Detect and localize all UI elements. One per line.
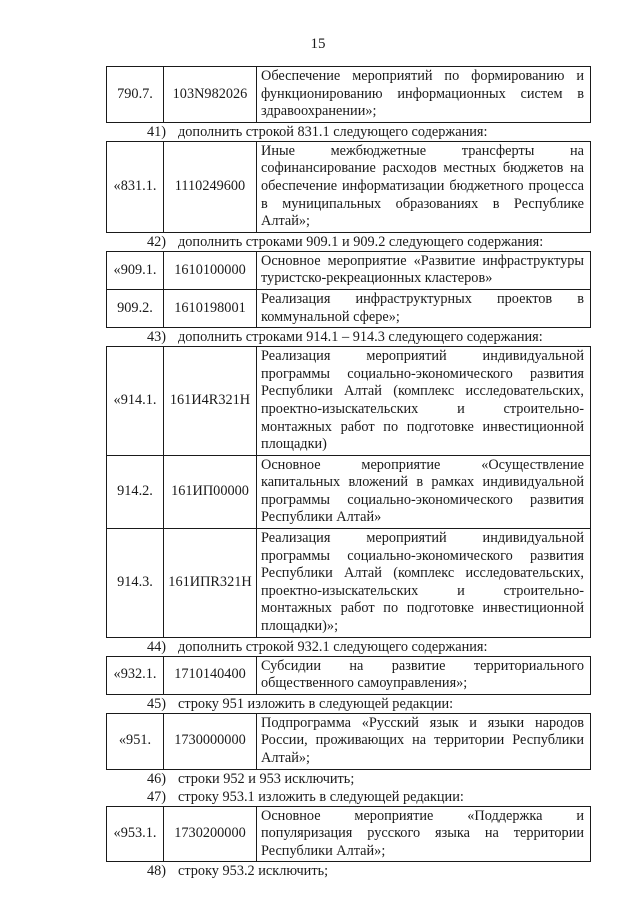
instruction-text: дополнить строкой 932.1 следующего содержания: xyxy=(178,638,488,655)
table-row xyxy=(107,141,591,232)
row-number: «831.1. xyxy=(107,141,164,232)
instruction-number: 42) xyxy=(146,233,166,250)
amendment-instruction xyxy=(106,233,591,251)
row-number: 914.2. xyxy=(107,455,164,528)
row-description: Реализация мероприятий индивидуальной программы социально-экономического развития Республики Алтай (комплекс исследовательских, проектно-изыскательских и строительно-монтажных работ по подготовке инвестиционной площадки)»; xyxy=(257,529,591,638)
row-description: Основное мероприятие «Развитие инфраструктуры туристско-рекреационных кластеров» xyxy=(257,251,591,289)
row-number: 790.7. xyxy=(107,67,164,123)
budget-code: 1610100000 xyxy=(164,251,257,289)
table-row xyxy=(107,347,591,456)
instruction-number: 41) xyxy=(146,123,166,140)
amendment-instruction xyxy=(106,328,591,346)
row-number: 909.2. xyxy=(107,289,164,327)
instruction-text: дополнить строками 909.1 и 909.2 следующего содержания: xyxy=(178,233,544,250)
row-description: Основное мероприятие «Поддержка и популяризация русского языка на территории Республики Алтай»; xyxy=(257,806,591,862)
row-description: Подпрограмма «Русский язык и языки народов России, проживающих на территории Республики Алтай»; xyxy=(257,713,591,769)
instruction-number: 47) xyxy=(146,788,166,805)
row-number: 914.3. xyxy=(107,529,164,638)
budget-codes-table-953 xyxy=(106,806,591,863)
amendment-instruction xyxy=(106,123,591,141)
row-number: «909.1. xyxy=(107,251,164,289)
budget-code: 161И4R321Н xyxy=(164,347,257,456)
table-row xyxy=(107,67,591,123)
row-number: «953.1. xyxy=(107,806,164,862)
instruction-number: 44) xyxy=(146,638,166,655)
table-row xyxy=(107,251,591,289)
budget-codes-table-951 xyxy=(106,713,591,770)
budget-code: 1610198001 xyxy=(164,289,257,327)
instruction-text: строку 953.2 исключить; xyxy=(178,863,329,880)
row-description: Обеспечение мероприятий по формированию и функционированию информационных систем в здравоохранении»; xyxy=(257,67,591,123)
instruction-text: строки 952 и 953 исключить; xyxy=(178,770,355,787)
table-row xyxy=(107,289,591,327)
budget-code: 103N982026 xyxy=(164,67,257,123)
budget-codes-table-831 xyxy=(106,141,591,233)
table-row xyxy=(107,806,591,862)
page-number: 15 xyxy=(310,36,326,52)
row-number: «932.1. xyxy=(107,656,164,694)
table-row xyxy=(107,455,591,528)
budget-code: 161ИПR321Н xyxy=(164,529,257,638)
instruction-text: строку 951 изложить в следующей редакции: xyxy=(178,695,454,712)
table-row xyxy=(107,713,591,769)
instruction-text: дополнить строкой 831.1 следующего содержания: xyxy=(178,123,488,140)
row-description: Субсидии на развитие территориального общественного самоуправления»; xyxy=(257,656,591,694)
amendment-instruction xyxy=(106,862,591,880)
row-description: Основное мероприятие «Осуществление капитальных вложений в рамках индивидуальной программы социально-экономического развития Республики Алтай» xyxy=(257,455,591,528)
row-description: Реализация мероприятий индивидуальной программы социально-экономического развития Республики Алтай (комплекс исследовательских, проектно-изыскательских и строительно-монтажных работ по подготовке инвестиционной площадки) xyxy=(257,347,591,456)
budget-codes-table-909 xyxy=(106,251,591,328)
row-number: «951. xyxy=(107,713,164,769)
amendment-instruction xyxy=(106,695,591,713)
row-number: «914.1. xyxy=(107,347,164,456)
instruction-number: 46) xyxy=(146,770,166,787)
instruction-text: дополнить строками 914.1 – 914.3 следующего содержания: xyxy=(178,329,543,346)
budget-code: 1110249600 xyxy=(164,141,257,232)
instruction-number: 45) xyxy=(146,695,166,712)
table-row xyxy=(107,529,591,638)
budget-codes-table-932 xyxy=(106,656,591,695)
instruction-number: 48) xyxy=(146,863,166,880)
amendment-instruction xyxy=(106,638,591,656)
instruction-number: 43) xyxy=(146,329,166,346)
amendment-instruction xyxy=(106,770,591,788)
budget-code: 1730000000 xyxy=(164,713,257,769)
document-body xyxy=(106,66,591,880)
budget-code: 161ИП00000 xyxy=(164,455,257,528)
table-row xyxy=(107,656,591,694)
row-description: Реализация инфраструктурных проектов в коммунальной сфере»; xyxy=(257,289,591,327)
budget-code: 1710140400 xyxy=(164,656,257,694)
budget-codes-table-790 xyxy=(106,66,591,123)
instruction-text: строку 953.1 изложить в следующей редакции: xyxy=(178,788,464,805)
amendment-instruction xyxy=(106,788,591,806)
budget-codes-table-914 xyxy=(106,346,591,638)
budget-code: 1730200000 xyxy=(164,806,257,862)
row-description: Иные межбюджетные трансферты на софинансирование расходов местных бюджетов на обеспечение информатизации бюджетного процесса в муниципальных образованиях в Республике Алтай»; xyxy=(257,141,591,232)
